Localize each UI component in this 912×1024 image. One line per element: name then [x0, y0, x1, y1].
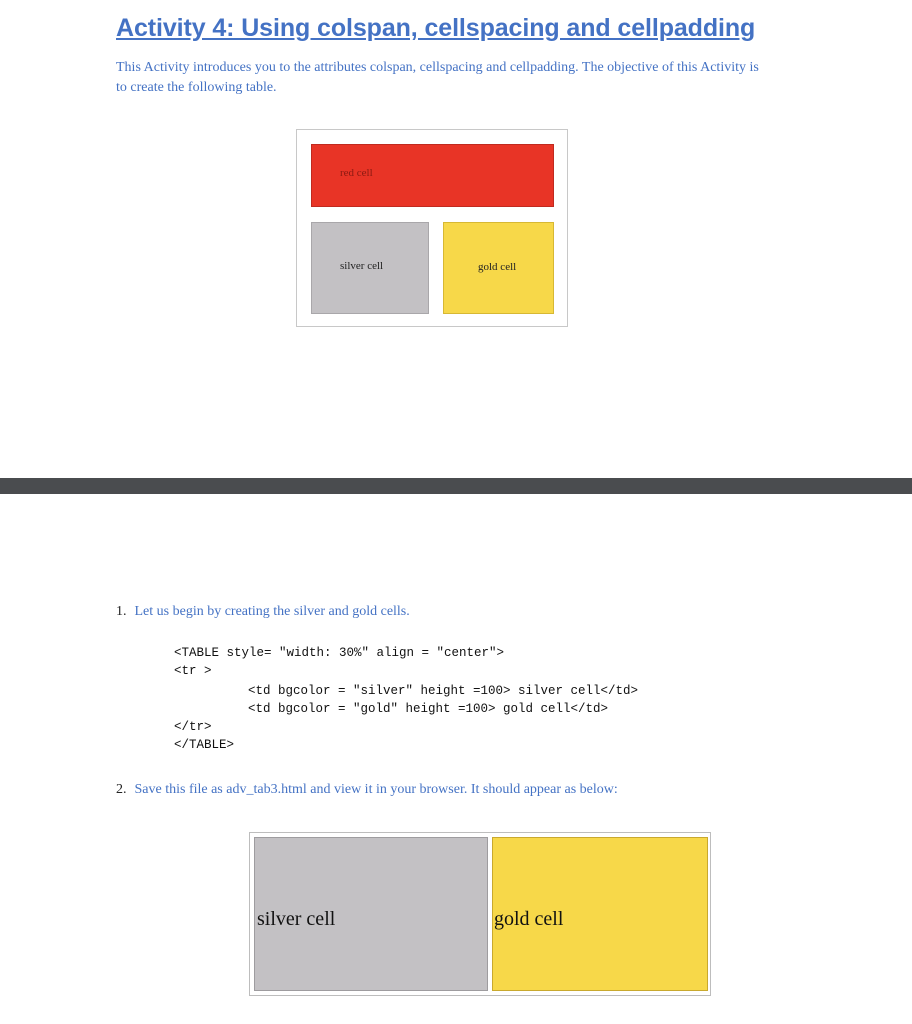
red-cell-label: red cell [340, 167, 373, 179]
result-gold-cell [492, 837, 708, 991]
result-silver-cell [254, 837, 488, 991]
step-2-number: 2. [116, 782, 127, 797]
result-gold-label: gold cell [494, 908, 564, 930]
gold-cell-label: gold cell [478, 261, 517, 273]
activity-title: Activity 4: Using colspan, cellspacing and cellpadding [116, 14, 756, 42]
step-2 [116, 782, 618, 798]
code-line-3: <td bgcolor = "silver" height =100> silver cell</td> [248, 684, 639, 698]
gold-cell [443, 222, 554, 314]
silver-cell [311, 222, 429, 314]
target-table-figure [296, 129, 568, 327]
intro-paragraph: This Activity introduces you to the attributes colspan, cellspacing and cellpadding. The objective of this Activity is to create the following table. [116, 60, 759, 95]
step-1-text: Let us begin by creating the silver and gold cells. [134, 604, 410, 619]
code-line-4: <td bgcolor = "gold" height =100> gold cell</td> [248, 702, 609, 716]
step-1 [116, 604, 410, 620]
silver-cell-label: silver cell [340, 260, 384, 272]
page-separator [0, 478, 912, 494]
result-silver-label: silver cell [257, 908, 336, 930]
red-cell [311, 144, 554, 207]
step-1-number: 1. [116, 604, 127, 619]
result-table-figure [249, 832, 711, 996]
code-line-5: </tr> [174, 720, 212, 734]
document-page-1 [0, 0, 912, 478]
code-line-6: </TABLE> [174, 738, 235, 752]
code-line-1: <TABLE style= "width: 30%" align = "center"> [174, 646, 505, 660]
step-2-text: Save this file as adv_tab3.html and view it in your browser. It should appear as below: [134, 782, 618, 797]
code-line-2: <tr > [174, 664, 212, 678]
